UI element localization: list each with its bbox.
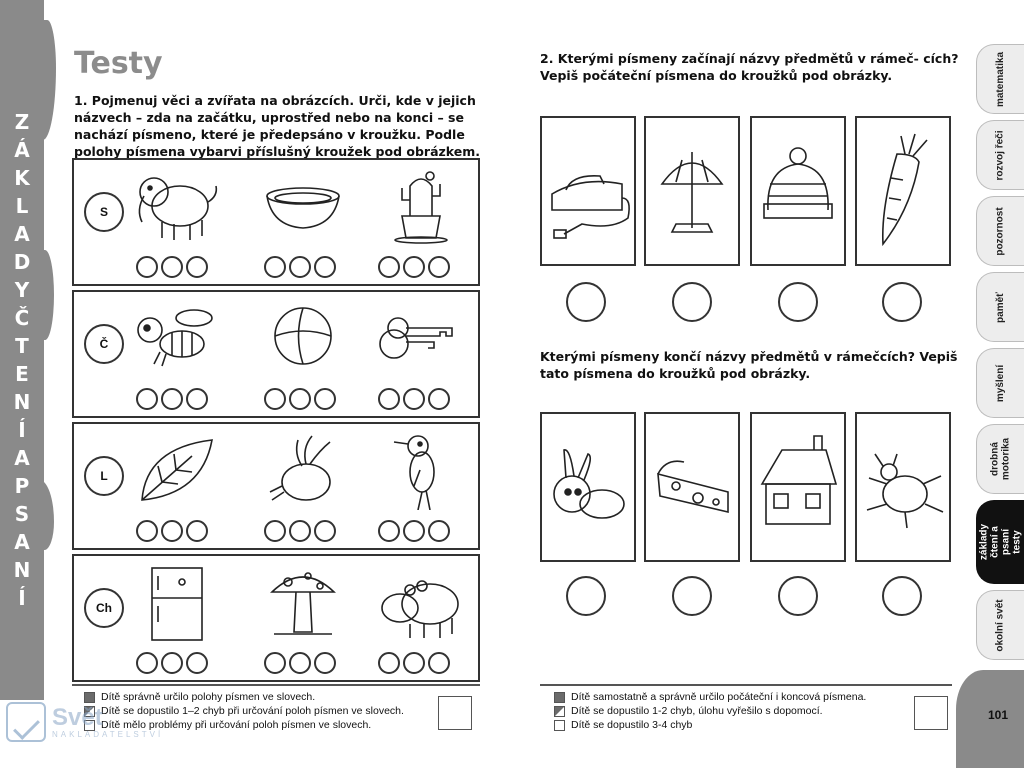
beetle-picture-frame <box>855 412 951 562</box>
tab-label: základy čtení a psaní testy <box>978 523 1023 561</box>
woodpecker-picture <box>378 430 468 510</box>
house-picture-frame <box>750 412 846 562</box>
tab-label: drobná motorika <box>989 437 1012 481</box>
answer-circle-start[interactable] <box>136 256 158 278</box>
iron-picture-frame <box>540 116 636 266</box>
answer-circle-middle[interactable] <box>403 256 425 278</box>
side-band-letter: Á <box>14 138 30 162</box>
letter-circle: Č <box>84 324 124 364</box>
tab-label: matematika <box>995 51 1006 107</box>
answer-circles <box>378 520 450 542</box>
answer-circle-middle[interactable] <box>289 520 311 542</box>
carrot-picture <box>857 118 949 264</box>
answer-circle-end[interactable] <box>428 652 450 674</box>
tab-okolni-svet[interactable] <box>976 590 1024 660</box>
task1-row <box>72 290 480 418</box>
legend-text: Dítě se dopustilo 3-4 chyb <box>571 719 693 731</box>
task1-row <box>72 554 480 682</box>
task2-instructions: 2. Kterými písmeny začínají názvy předmětů v rámeč- cích? Vepiš počáteční písmena do kroužků pod obrázky. <box>540 51 959 83</box>
answer-circles <box>136 520 208 542</box>
answer-circle-start[interactable] <box>378 388 400 410</box>
tab-rozvoj-reci[interactable] <box>976 120 1024 190</box>
footer-divider <box>72 684 480 686</box>
answer-circles <box>136 388 208 410</box>
task1-row <box>72 422 480 550</box>
answer-circle-start[interactable] <box>378 520 400 542</box>
tab-zaklady-cteni-a-psani[interactable] <box>976 500 1024 584</box>
legend-text: Dítě mělo problémy při určování poloh písmen ve slovech. <box>101 719 372 731</box>
section-tabs <box>976 44 1024 674</box>
watermark-name: Svět <box>52 703 103 731</box>
answer-circle-start[interactable] <box>136 520 158 542</box>
tab-pamet[interactable] <box>976 272 1024 342</box>
answer-circles <box>264 652 336 674</box>
answer-circle-start[interactable] <box>264 388 286 410</box>
legend-row <box>554 704 866 718</box>
answer-circle-end[interactable] <box>428 520 450 542</box>
side-band-letter: D <box>13 250 31 274</box>
answer-circle-start[interactable] <box>264 520 286 542</box>
answer-circle-middle[interactable] <box>161 652 183 674</box>
cheese-picture-frame <box>644 412 740 562</box>
keys-picture <box>372 298 462 378</box>
answer-circle-middle[interactable] <box>403 652 425 674</box>
side-band-letter: T <box>15 334 29 358</box>
lamp-picture <box>646 118 738 264</box>
legend-right <box>554 690 866 732</box>
side-band-letter: Č <box>14 306 30 330</box>
answer-circle-middle[interactable] <box>289 388 311 410</box>
carrot-picture-frame <box>855 116 951 266</box>
lamp-picture-frame <box>644 116 740 266</box>
answer-circles <box>136 256 208 278</box>
tab-label: rozvoj řeči <box>995 129 1006 181</box>
leaf-picture <box>132 430 222 510</box>
ball-picture <box>258 298 348 378</box>
evaluation-box[interactable] <box>914 696 948 730</box>
letter-circle: Ch <box>84 588 124 628</box>
legend-text: Dítě se dopustilo 1-2 chyb, úlohu vyřešilo s dopomocí. <box>571 705 823 717</box>
answer-circle-middle[interactable] <box>161 388 183 410</box>
evaluation-box[interactable] <box>438 696 472 730</box>
side-band-letter: E <box>15 362 29 386</box>
answer-circle-start[interactable] <box>264 652 286 674</box>
legend-square-half <box>554 706 565 717</box>
answer-circle[interactable] <box>778 576 818 616</box>
answer-circle-start[interactable] <box>136 388 158 410</box>
tab-pozornost[interactable] <box>976 196 1024 266</box>
answer-circle[interactable] <box>566 576 606 616</box>
tab-label: paměť <box>994 291 1006 323</box>
mushroom-picture <box>258 562 348 642</box>
answer-circle-middle[interactable] <box>289 652 311 674</box>
hat-picture <box>752 118 844 264</box>
answer-circle[interactable] <box>882 282 922 322</box>
tab-mysleni[interactable] <box>976 348 1024 418</box>
cheese-picture <box>646 414 738 560</box>
answer-circle-middle[interactable] <box>289 256 311 278</box>
watermark-sub: NAKLADATELSTVÍ <box>52 729 164 739</box>
side-band-letter: A <box>14 530 30 554</box>
answer-circle[interactable] <box>566 282 606 322</box>
answer-circle-start[interactable] <box>378 652 400 674</box>
answer-circle-start[interactable] <box>136 652 158 674</box>
answer-circle-start[interactable] <box>264 256 286 278</box>
page-number: 101 <box>987 708 1009 722</box>
answer-circle-end[interactable] <box>314 652 336 674</box>
side-band-letter: N <box>13 390 31 414</box>
tab-drobna-motorika[interactable] <box>976 424 1024 494</box>
watermark <box>6 698 196 746</box>
answer-circles <box>264 520 336 542</box>
task1-row <box>72 158 480 286</box>
watermark-logo-icon <box>6 702 46 742</box>
answer-circle-end[interactable] <box>186 256 208 278</box>
side-band-title <box>0 110 44 610</box>
side-band-letter: Í <box>18 586 26 610</box>
answer-circle-end[interactable] <box>186 388 208 410</box>
answer-circles <box>264 388 336 410</box>
answer-circle-start[interactable] <box>378 256 400 278</box>
side-band-letter: P <box>14 474 30 498</box>
answer-circle[interactable] <box>672 282 712 322</box>
answer-circles <box>378 388 450 410</box>
letter-circle: S <box>84 192 124 232</box>
fridge-picture <box>132 562 222 642</box>
tab-label: myšlení <box>995 364 1006 402</box>
legend-square-empty <box>554 720 565 731</box>
answer-circle[interactable] <box>778 282 818 322</box>
answer-circle-end[interactable] <box>314 520 336 542</box>
elephant-picture <box>132 166 222 246</box>
task3-instructions: Kterými písmeny končí názvy předmětů v rámečcích? Vepiš tato písmena do kroužků pod obrázky. <box>540 349 958 381</box>
side-band-letter: Y <box>14 278 30 302</box>
side-band-letter: A <box>14 222 30 246</box>
side-band-letter: N <box>13 558 31 582</box>
legend-text: Dítě správně určilo polohy písmen ve slovech. <box>101 691 316 703</box>
answer-circle-middle[interactable] <box>161 256 183 278</box>
answer-circles <box>378 256 450 278</box>
answer-circle-end[interactable] <box>186 652 208 674</box>
page-title: Testy <box>74 46 163 81</box>
side-band-letter: A <box>14 446 30 470</box>
tab-matematika[interactable] <box>976 44 1024 114</box>
answer-circle-end[interactable] <box>314 388 336 410</box>
answer-circle-middle[interactable] <box>161 520 183 542</box>
answer-circles <box>378 652 450 674</box>
answer-circles <box>136 652 208 674</box>
legend-row <box>554 690 866 704</box>
legend-text: Dítě samostatně a správně určilo počáteční i koncová písmena. <box>571 691 867 703</box>
answer-circle-end[interactable] <box>428 256 450 278</box>
answer-circle-middle[interactable] <box>403 388 425 410</box>
answer-circle-end[interactable] <box>314 256 336 278</box>
answer-circle[interactable] <box>672 576 712 616</box>
rabbit-picture <box>542 414 634 560</box>
answer-circle-end[interactable] <box>186 520 208 542</box>
side-band-letter: L <box>15 194 29 218</box>
onion-picture <box>258 430 348 510</box>
tab-label: okolní svět <box>995 598 1006 652</box>
answer-circles <box>264 256 336 278</box>
bowl-picture <box>258 166 348 246</box>
hippo-picture <box>376 562 466 642</box>
side-band-letter: K <box>14 166 30 190</box>
beetle-picture <box>857 414 949 560</box>
legend-text: Dítě se dopustilo 1–2 chyb při určování poloh písmen ve slovech. <box>101 705 404 717</box>
rabbit-picture-frame <box>540 412 636 562</box>
house-picture <box>752 414 844 560</box>
footer-divider <box>540 684 952 686</box>
tab-label: pozornost <box>995 206 1007 256</box>
answer-circle[interactable] <box>882 576 922 616</box>
legend-row <box>554 718 866 732</box>
iron-picture <box>542 118 634 264</box>
answer-circle-end[interactable] <box>428 388 450 410</box>
side-band-letter: Z <box>14 110 30 134</box>
hat-picture-frame <box>750 116 846 266</box>
bee-picture <box>130 298 220 378</box>
side-band-letter: S <box>14 502 30 526</box>
task1-instructions: 1. Pojmenuj věci a zvířata na obrázcích. Urči, kde v jejich názvech – zda na začátku, uprostřed nebo na konci – se nachází písmeno, které je předepsáno v kroužku. Podle polohy písmena vybarvi příslušný kroužek pod obrázkem. <box>74 93 481 159</box>
side-band-letter: Í <box>18 418 26 442</box>
legend-square-full <box>554 692 565 703</box>
cactus-picture <box>376 166 466 246</box>
answer-circle-middle[interactable] <box>403 520 425 542</box>
letter-circle: L <box>84 456 124 496</box>
